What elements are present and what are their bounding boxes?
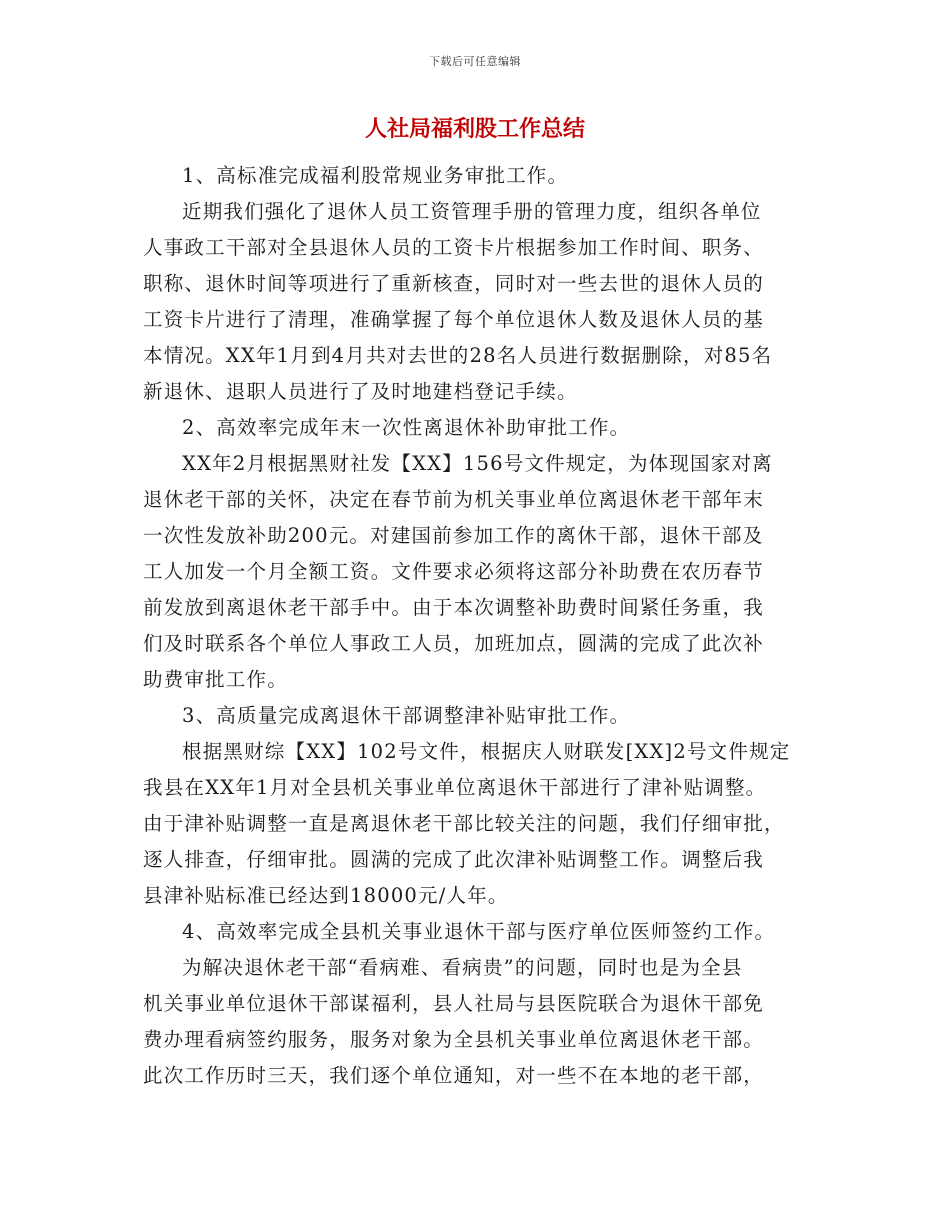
section-heading: 1、高标准完成福利股常规业务审批工作。: [182, 164, 569, 187]
paragraph-line: 助费审批工作。: [143, 668, 288, 691]
paragraph-line: 工人加发一个月全额工资。文件要求必须将这部分补助费在农历春节: [143, 560, 765, 583]
paragraph-line: 本情况。XX年1月到4月共对去世的28名人员进行数据删除，对85名: [143, 344, 773, 367]
paragraph-line: 退休老干部的关怀，决定在春节前为机关事业单位离退休老干部年末: [143, 488, 765, 511]
paragraph-line: 们及时联系各个单位人事政工人员，加班加点，圆满的完成了此次补: [143, 632, 765, 655]
paragraph-line: 新退休、退职人员进行了及时地建档登记手续。: [143, 380, 578, 403]
paragraph-line: 逐人排查，仔细审批。圆满的完成了此次津补贴调整工作。调整后我: [143, 848, 765, 871]
document-title: 人社局福利股工作总结: [364, 117, 585, 142]
section-paragraph: [143, 734, 813, 914]
paragraph-line: 工资卡片进行了清理，准确掌握了每个单位退休人数及退休人员的基: [143, 308, 765, 331]
section-paragraph: [143, 950, 813, 1094]
paragraph-line: 我县在XX年1月对全县机关事业单位离退休干部进行了津补贴调整。: [143, 776, 767, 799]
paragraph-line: 县津补贴标准已经达到18000元/人年。: [143, 884, 509, 907]
section-heading: 3、高质量完成离退休干部调整津补贴审批工作。: [182, 704, 631, 727]
paragraph-line: 机关事业单位退休干部谋福利，县人社局与县医院联合为退休干部免: [143, 992, 765, 1015]
header-note: 下载后可任意编辑: [429, 55, 521, 68]
section-heading: 4、高效率完成全县机关事业退休干部与医疗单位医师签约工作。: [182, 920, 776, 943]
paragraph-line: 费办理看病签约服务，服务对象为全县机关事业单位离退休老干部。: [143, 1028, 765, 1051]
paragraph-line: 前发放到离退休老干部手中。由于本次调整补助费时间紧任务重，我: [143, 596, 765, 619]
section-paragraph: [143, 194, 813, 410]
paragraph-line: 一次性发放补助200元。对建国前参加工作的离休干部，退休干部及: [143, 524, 764, 547]
section-heading: 2、高效率完成年末一次性离退休补助审批工作。: [182, 416, 631, 439]
paragraph-line: 职称、退休时间等项进行了重新核查，同时对一些去世的退休人员的: [143, 272, 765, 295]
paragraph-line: 为解决退休老干部“看病难、看病贵”的问题，同时也是为全县: [182, 956, 743, 979]
document-body: [143, 158, 813, 1094]
paragraph-line: XX年2月根据黑财社发【XX】156号文件规定，为体现国家对离: [182, 452, 773, 475]
paragraph-line: 由于津补贴调整一直是离退休老干部比较关注的问题，我们仔细审批，: [143, 812, 785, 835]
section-paragraph: [143, 446, 813, 698]
paragraph-line: 此次工作历时三天，我们逐个单位通知，对一些不在本地的老干部，: [143, 1064, 765, 1087]
paragraph-line: 近期我们强化了退休人员工资管理手册的管理力度，组织各单位: [182, 200, 762, 223]
paragraph-line: 人事政工干部对全县退休人员的工资卡片根据参加工作时间、职务、: [143, 236, 765, 259]
paragraph-line: 根据黑财综【XX】102号文件，根据庆人财联发[XX]2号文件规定: [182, 740, 791, 763]
